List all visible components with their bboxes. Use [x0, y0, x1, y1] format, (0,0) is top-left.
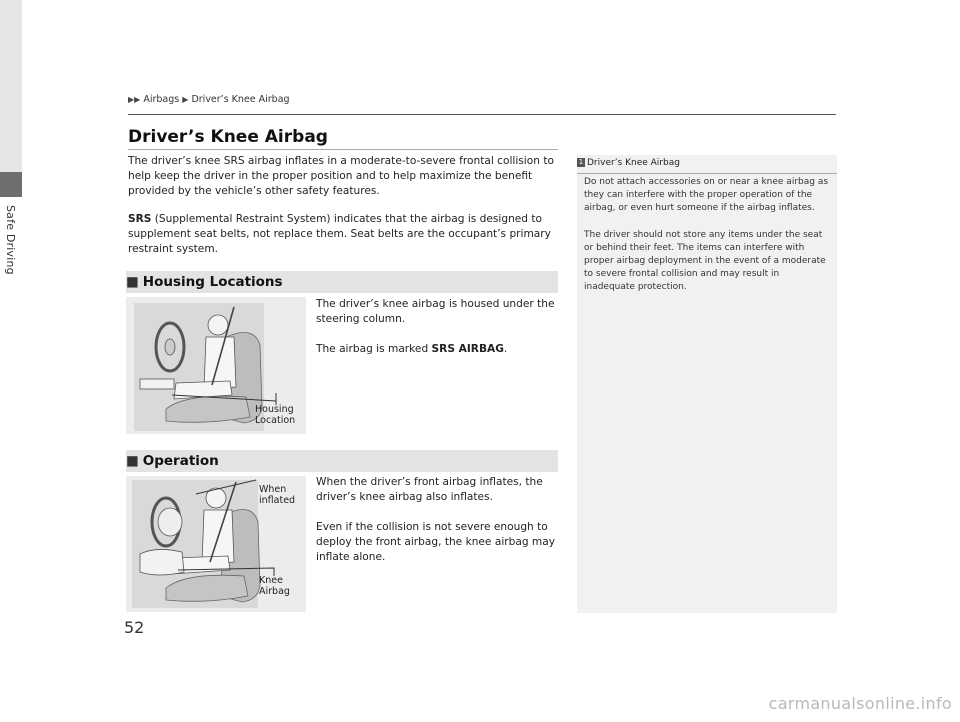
- section-heading-operation: [126, 450, 558, 472]
- operation-text-2: Even if the collision is not severe enough to deploy the front airbag, the knee airbag may inflate alone.: [316, 521, 556, 563]
- operation-text-1: When the driver’s front airbag inflates, the driver’s knee airbag also inflates.: [316, 476, 543, 503]
- side-note-panel: [577, 155, 837, 613]
- housing-text-1: The driver’s knee airbag is housed under the steering column.: [316, 298, 555, 325]
- knee-airbag-label: Knee Airbag: [259, 575, 290, 597]
- page-number: 52: [124, 618, 145, 637]
- section-heading-operation-text: Operation: [142, 453, 219, 469]
- side-note-header: [577, 155, 837, 174]
- srs-text: (Supplemental Restraint System) indicates that the airbag is designed to supplement seat belts, not replace them. Seat belts are the occupant’s primary restraint system.: [128, 213, 551, 255]
- breadcrumb-arrow-icon: ▶▶: [128, 95, 141, 104]
- section-heading-housing: [126, 271, 558, 293]
- section-heading-housing-text: Housing Locations: [142, 274, 283, 290]
- housing-text-2: The airbag is marked SRS AIRBAG.: [316, 343, 508, 355]
- srs-paragraph: [128, 212, 560, 257]
- when-inflated-label: When inflated: [259, 484, 296, 506]
- sidebar-tab: [0, 0, 22, 172]
- srs-term: SRS: [128, 213, 152, 225]
- breadcrumb-item-airbags[interactable]: Airbags: [143, 94, 180, 105]
- side-note-paragraph-2: The driver should not store any items under the seat or behind their feet. The items can interfere with proper airbag deployment in the event of a moderate to severe frontal collision and may result in inadequate protection.: [584, 230, 826, 292]
- breadcrumb: [128, 94, 290, 105]
- housing-location-label: Housing Location: [255, 404, 296, 426]
- section-square-icon: ■: [126, 453, 139, 469]
- header-divider: [128, 114, 836, 115]
- watermark: carmanualsonline.info: [768, 694, 952, 713]
- title-divider: [128, 149, 558, 150]
- intro-paragraph: The driver’s knee SRS airbag inflates in a moderate-to-severe frontal collision to help keep the driver in the proper position and to help maximize the benefit provided by the vehicle’s other safety features.: [128, 155, 554, 197]
- side-note-paragraph-1: Do not attach accessories on or near a knee airbag as they can interfere with the proper operation of the airbag, or even hurt someone if the airbag inflates.: [584, 177, 829, 213]
- breadcrumb-arrow-icon: ▶: [182, 95, 189, 104]
- breadcrumb-item-current: Driver’s Knee Airbag: [191, 94, 290, 105]
- sidebar-section-label: Safe Driving: [4, 205, 17, 275]
- airbag-mark-text: SRS AIRBAG: [431, 343, 504, 355]
- note-ref-icon: 1: [578, 158, 584, 166]
- side-note-title: Driver’s Knee Airbag: [587, 158, 680, 168]
- page-title: Driver’s Knee Airbag: [128, 127, 328, 147]
- section-square-icon: ■: [126, 274, 139, 290]
- sidebar-section-marker: [0, 172, 22, 197]
